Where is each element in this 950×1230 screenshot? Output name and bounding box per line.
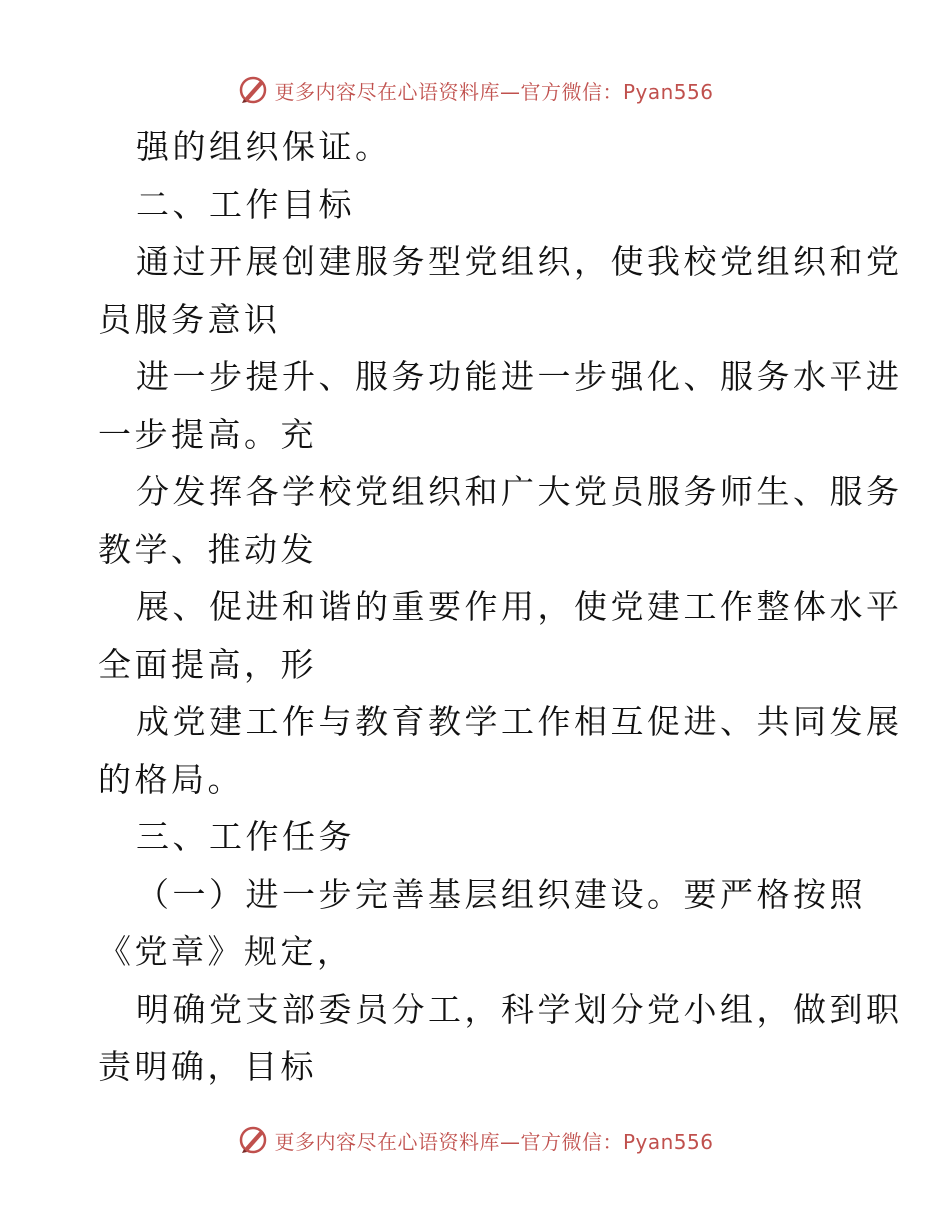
body-line: 成党建工作与教育教学工作相互促进、共同发展 [136,702,903,741]
footer-banner [0,1120,950,1160]
body-line: 展、促进和谐的重要作用，使党建工作整体水平 [136,587,903,626]
body-line: 的格局。 [98,759,244,799]
section-heading: 二、工作目标 [136,184,355,224]
body-line: 分发挥各学校党组织和广大党员服务师生、服务 [136,472,903,511]
body-line: 《党章》规定， [98,932,354,971]
header-banner [0,70,950,110]
body-line: 一步提高。充 [98,414,317,454]
body-line: 责明确，目标 [98,1047,317,1086]
body-line: 进一步提升、服务功能进一步强化、服务水平进 [136,357,903,396]
banner-text: 更多内容尽在心语资料库—官方微信：Pyan556 [274,1129,714,1154]
body-line: 员服务意识 [98,299,281,339]
body-line: 全面提高，形 [98,644,317,684]
body-line: （一）进一步完善基层组织建设。要严格按照 [136,874,866,914]
body-line: 通过开展创建服务型党组织，使我校党组织和党 [136,242,903,281]
pen-logo-icon [236,73,270,107]
document-body [98,118,903,1096]
body-line: 强的组织保证。 [136,127,392,166]
pen-logo-icon [236,1123,270,1157]
section-heading: 三、工作任务 [136,817,355,856]
banner-text: 更多内容尽在心语资料库—官方微信：Pyan556 [274,79,714,104]
body-line: 教学、推动发 [98,529,317,569]
body-line: 明确党支部委员分工，科学划分党小组，做到职 [136,989,903,1029]
